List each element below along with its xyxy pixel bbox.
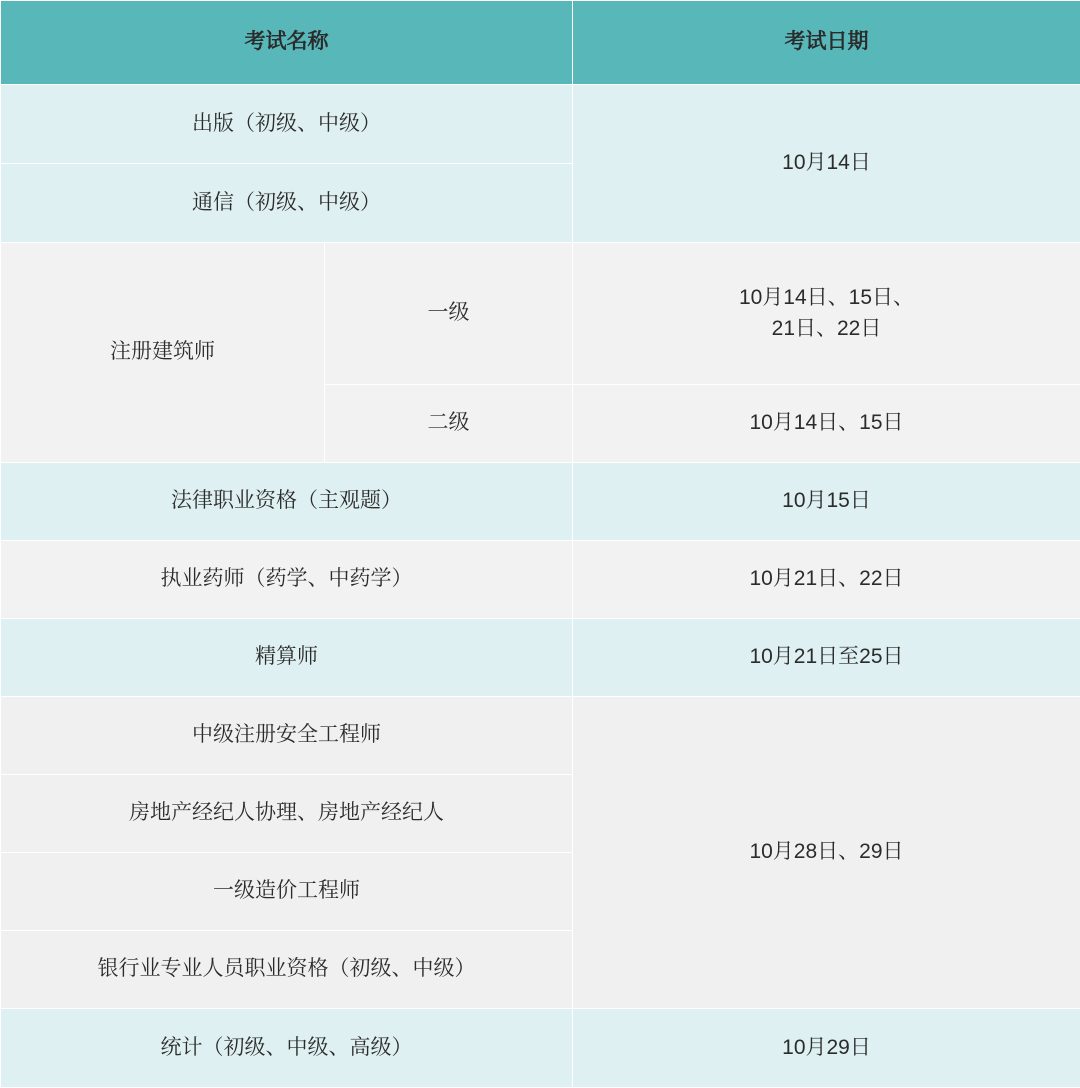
exam-date-oct21-25: 10月21日至25日	[573, 619, 1080, 697]
table-row	[1, 697, 1080, 775]
exam-date-oct28-29: 10月28日、29日	[573, 697, 1080, 1009]
column-header-exam-name: 考试名称	[1, 1, 573, 85]
exam-level-two: 二级	[325, 385, 573, 463]
exam-date-oct15: 10月15日	[573, 463, 1080, 541]
table-row	[1, 85, 1080, 164]
exam-name-legal-profession: 法律职业资格（主观题）	[1, 463, 573, 541]
exam-name-safety-engineer: 中级注册安全工程师	[1, 697, 573, 775]
table-row	[1, 463, 1080, 541]
exam-name-licensed-pharmacist: 执业药师（药学、中药学）	[1, 541, 573, 619]
exam-name-statistics: 统计（初级、中级、高级）	[1, 1009, 573, 1088]
exam-date-oct14: 10月14日	[573, 85, 1080, 243]
exam-date-oct29: 10月29日	[573, 1009, 1080, 1088]
exam-date-line-2: 21日、22日	[583, 314, 1070, 344]
exam-date-architect-level2: 10月14日、15日	[573, 385, 1080, 463]
exam-name-real-estate-broker: 房地产经纪人协理、房地产经纪人	[1, 775, 573, 853]
exam-date-oct21-22: 10月21日、22日	[573, 541, 1080, 619]
exam-date-line-1: 10月14日、15日、	[583, 283, 1070, 313]
table-row	[1, 1009, 1080, 1088]
exam-name-publishing: 出版（初级、中级）	[1, 85, 573, 164]
exam-name-banking-professional: 银行业专业人员职业资格（初级、中级）	[1, 931, 573, 1009]
table-row	[1, 541, 1080, 619]
exam-date-architect-level1	[573, 243, 1080, 385]
exam-name-actuary: 精算师	[1, 619, 573, 697]
table-header-row	[1, 1, 1080, 85]
exam-name-registered-architect: 注册建筑师	[1, 243, 325, 463]
column-header-exam-date: 考试日期	[573, 1, 1080, 85]
exam-level-one: 一级	[325, 243, 573, 385]
table-row	[1, 619, 1080, 697]
table-row	[1, 243, 1080, 385]
exam-name-communication: 通信（初级、中级）	[1, 164, 573, 243]
exam-name-cost-engineer: 一级造价工程师	[1, 853, 573, 931]
